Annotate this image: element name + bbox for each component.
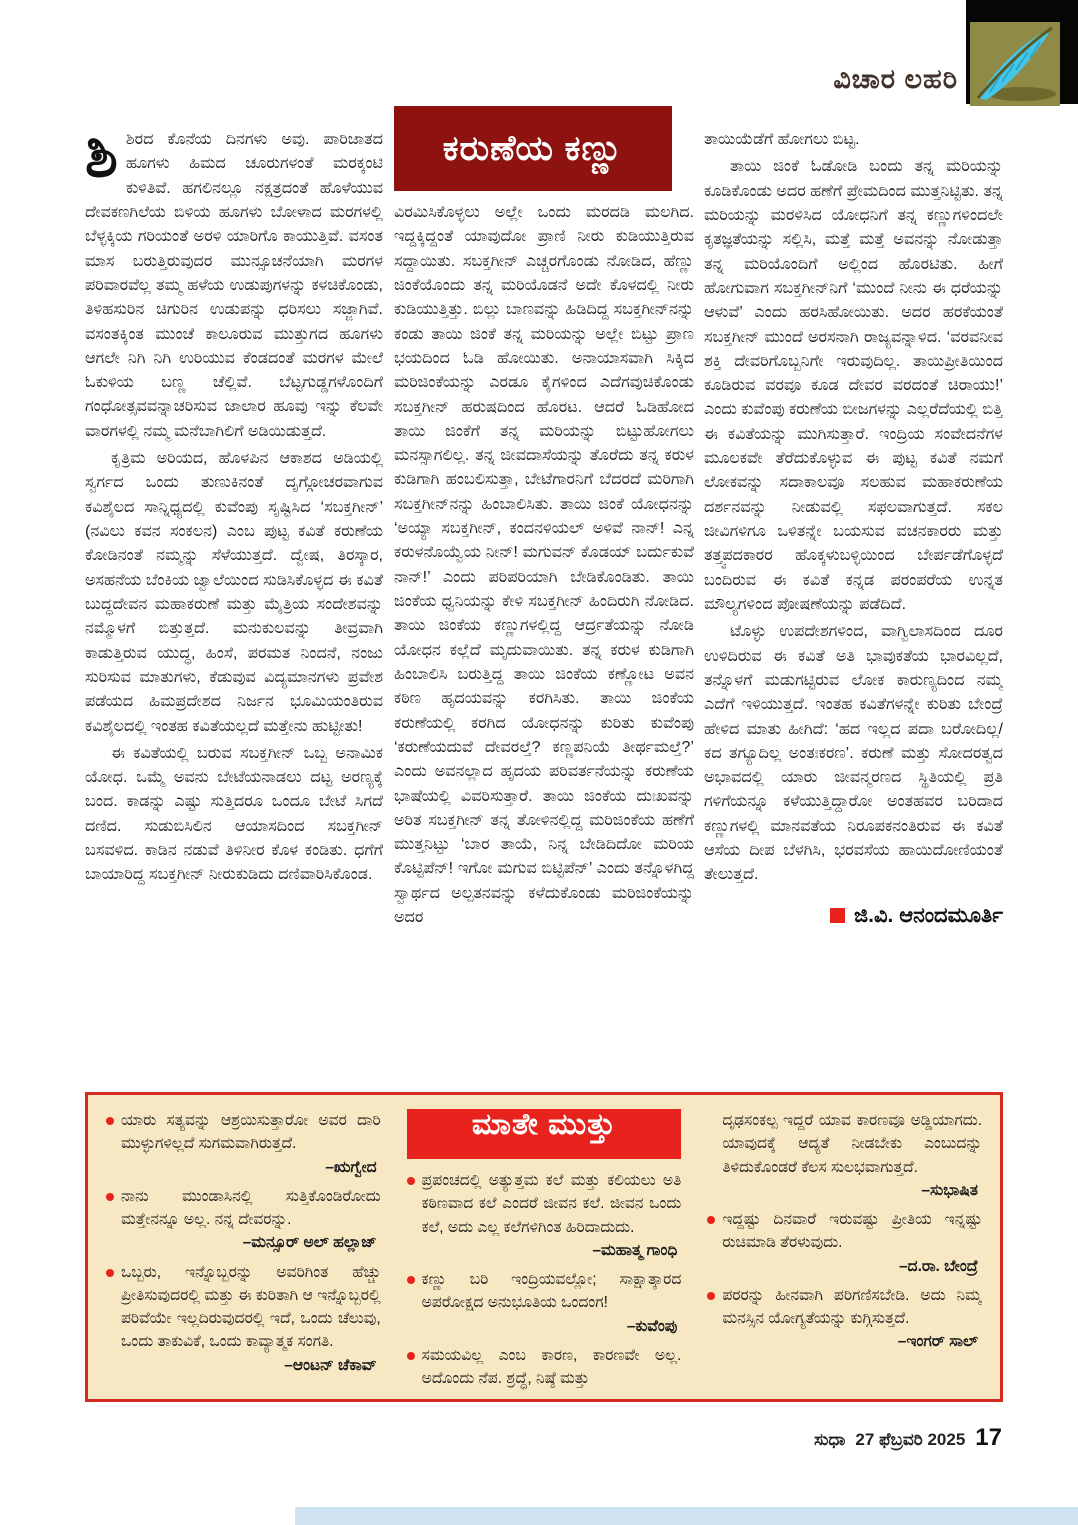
bottom-color-strip — [295, 1507, 1078, 1525]
quote-column-3 — [707, 1109, 982, 1391]
bullet-icon — [106, 1193, 114, 1201]
article-title: ಕರುಣೆಯ ಕಣ್ಣು — [394, 106, 672, 191]
quote-attribution: –ದ.ರಾ. ಬೇಂದ್ರೆ — [898, 1257, 979, 1275]
paragraph: ತಾಯಿ ಜಿಂಕೆ ಓಡೋಡಿ ಬಂದು ತನ್ನ ಮರಿಯನ್ನು ಕೂಡಿಕೊಂಡು ಅದರ ಹಣೆಗೆ ಪ್ರೇಮದಿಂದ ಮುತ್ತನಿಟ್ಟಿತು. ತನ್ನ ಮರಿಯನ್ನು ಮರಳಿಸಿದ ಯೋಧನಿಗೆ ತನ್ನ ಕಣ್ಣುಗಳಿಂದಲೇ ಕೃತಜ್ಞತೆಯನ್ನು ಸಲ್ಲಿಸಿ, ಮತ್ತೆ ಮತ್ತೆ ಅವನನ್ನು ನೋಡುತ್ತಾ ತನ್ನ ಮರಿಯೊಂದಿಗೆ ಅಲ್ಲಿಂದ ಹೊರಟಿತು. ಹೀಗೆ ಹೋಗುವಾಗ ಸಬಕ್ತಗೀನ್‌ನಿಗೆ ‘ಮುಂದೆ ನೀನು ಈ ಧರೆಯನ್ನು ಆಳುವೆ’ ಎಂದು ಹರಸಿಹೋಯಿತು. ಅದರ ಹರಕೆಯಂತೆ ಸಬಕ್ತಗೀನ್ ಮುಂದೆ ಅರಸನಾಗಿ ರಾಜ್ಯವನ್ನಾಳಿದ. ‘ವರವನೀವ ಶಕ್ತಿ ದೇವರಿಗೊಬ್ಬನಿಗೇ ಇರುವುದಿಲ್ಲ. ತಾಯಿಪ್ರೀತಿಯಿಂದ ಕೂಡಿರುವ ವರವೂ ಕೂಡ ದೇವರ ವರದಂತೆ ಚಿರಾಯು!’ ಎಂದು ಕುವೆಂಪು ಕರುಣೆಯ ಬೀಜಗಳನ್ನು ಎಲ್ಲರೆದೆಯಲ್ಲಿ ಬಿತ್ತಿ ಈ ಕವಿತೆಯನ್ನು ಮುಗಿಸುತ್ತಾರೆ. ಇಂದ್ರಿಯ ಸಂವೇದನೆಗಳ ಮೂಲಕವೇ ತೆರೆದುಕೊಳ್ಳುವ ಈ ಪುಟ್ಟ ಕವಿತೆ ನಮಗೆ ಲೋಕವನ್ನು ಸದಾಕಾಲವೂ ಸಲಹುವ ಮಹಾಕರುಣೆಯ ದರ್ಶನವನ್ನು ನೀಡುವಲ್ಲಿ ಸಫಲವಾಗುತ್ತದೆ. ಸಕಲ ಜೀವಿಗಳಿಗೂ ಒಳಿತನ್ನೇ ಬಯಸುವ ವಚನಕಾರರು ಮತ್ತು ತತ್ತ್ವಪದಕಾರರ ಹೊಕ್ಕಳುಬಳ್ಳಿಯಿಂದ ಬೇರ್ಪಡೆಗೊಳ್ಳದೆ ಬಂದಿರುವ ಈ ಕವಿತೆ ಕನ್ನಡ ಪರಂಪರೆಯ ಉನ್ನತ ಮೌಲ್ಯಗಳಿಂದ ಪೋಷಣೆಯನ್ನು ಪಡೆದಿದೆ. — [704, 158, 1003, 613]
bullet-icon — [106, 1117, 114, 1125]
quote-item — [407, 1344, 682, 1391]
quote-item — [707, 1208, 982, 1278]
bullet-icon — [407, 1177, 415, 1185]
paragraph: ಟೊಳ್ಳು ಉಪದೇಶಗಳಿಂದ, ವಾಗ್ವಿಲಾಸದಿಂದ ದೂರ ಉಳಿದಿರುವ ಈ ಕವಿತೆ ಅತಿ ಭಾವುಕತೆಯ ಭಾರವಿಲ್ಲದೆ, ತನ್ನೊಳಗೆ ಮಡುಗಟ್ಟಿರುವ ಲೋಕ ಕಾರುಣ್ಯದಿಂದ ನಮ್ಮ ಎದೆಗೆ ಇಳಿಯುತ್ತದೆ. ಇಂತಹ ಕವಿತೆಗಳನ್ನೇ ಕುರಿತು ಬೇಂದ್ರೆ ಹೇಳಿದ ಮಾತು ಹೀಗಿದೆ: ‘ಹದ ಇಲ್ಲದ ಪದಾ ಬರೋದಿಲ್ಲ/ ಕದ ತಗ್ಯೂದಿಲ್ಲ ಅಂತಃಕರಣ’. ಕರುಣೆ ಮತ್ತು ಸೋದರತ್ವದ ಅಭಾವದಲ್ಲಿ ಯಾರು ಜೀವನ್ಮರಣದ ಸ್ಥಿತಿಯಲ್ಲಿ ಪ್ರತಿ ಗಳಿಗೆಯನ್ನೂ ಕಳೆಯುತ್ತಿದ್ದಾರೋ ಅಂತಹವರ ಬರಿದಾದ ಕಣ್ಣುಗಳಲ್ಲಿ ಮಾನವತೆಯ ನಿರೂಪಕನಂತಿರುವ ಈ ಕವಿತೆ ಆಸೆಯ ದೀಪ ಬೆಳಗಿಸಿ, ಭರವಸೆಯ ಹಾಯಿದೋಣಿಯಂತೆ ತೇಲುತ್ತದೆ. — [704, 623, 1003, 884]
bullet-icon — [407, 1352, 415, 1360]
quote-item — [707, 1284, 982, 1354]
bullet-icon — [106, 1269, 114, 1277]
bullet-icon — [707, 1292, 715, 1300]
quote-item-continuation — [707, 1109, 982, 1202]
page-footer — [814, 1424, 1002, 1452]
quote-text: ಪ್ರಪಂಚದಲ್ಲಿ ಅತ್ಯುತ್ತಮ ಕಲೆ ಮತ್ತು ಕಲಿಯಲು ಅತಿ ಕಠಿಣವಾದ ಕಲೆ ಎಂದರೆ ಜೀವನ ಕಲೆ. ಜೀವನ ಒಂದು ಕಲೆ, ಅದು ಎಲ್ಲ ಕಲೆಗಳಿಗಿಂತ ಹಿರಿದಾದುದು. — [421, 1172, 682, 1236]
article-column-3 — [704, 128, 1003, 1080]
red-square-icon — [830, 908, 845, 923]
quote-attribution: –ಮಹಾತ್ಮ ಗಾಂಧಿ — [592, 1241, 678, 1259]
quote-attribution: –ಕುವೆಂಪು — [626, 1317, 678, 1335]
quote-text: ಪರರನ್ನು ಹೀನವಾಗಿ ಪರಿಗಣಿಸಬೇಡಿ. ಅದು ನಿಮ್ಮ ಮನಸ್ಸಿನ ಯೋಗ್ಯತೆಯನ್ನು ಕುಗ್ಗಿಸುತ್ತದೆ. — [722, 1286, 983, 1327]
drop-cap: ಶಿ — [85, 128, 118, 189]
author-byline — [704, 900, 1003, 932]
bullet-icon — [407, 1276, 415, 1284]
quote-attribution: –ಋಗ್ವೇದ — [325, 1158, 377, 1176]
paragraph: ಕೃತ್ರಿಮ ಅರಿಯದ, ಹೊಳಪಿನ ಆಕಾಶದ ಅಡಿಯಲ್ಲಿ ಸ್ವರ್ಗದ ಒಂದು ತುಣುಕಿನಂತೆ ದೃಗ್ಗೋಚರವಾಗುವ ಕವಿಶೈಲದ ಸಾನ್ನಿಧ್ಯದಲ್ಲಿ ಕುವೆಂಪು ಸೃಷ್ಟಿಸಿದ ‘ಸಬಕ್ತಗೀನ್’ (ನವಿಲು ಕವನ ಸಂಕಲನ) ಎಂಬ ಪುಟ್ಟ ಕವಿತೆ ಕರುಣೆಯ ಕೋಡಿನಂತೆ ನಮ್ಮನ್ನು ಸೆಳೆಯುತ್ತದೆ. ದ್ವೇಷ, ತಿರಸ್ಕಾರ, ಅಸಹನೆಯ ಬೆಂಕಿಯ ಜ್ವಾಲೆಯಿಂದ ಸುಡಿಸಿಕೊಳ್ಳದ ಈ ಕವಿತೆ ಬುದ್ಧದೇವನ ಮಹಾಕರುಣೆ ಮತ್ತು ಮೈತ್ರಿಯ ಸಂದೇಶವನ್ನು ನಮ್ಮೊಳಗೆ ಬಿತ್ತುತ್ತದೆ. ಮನುಕುಲವನ್ನು ತೀವ್ರವಾಗಿ ಕಾಡುತ್ತಿರುವ ಯುದ್ಧ, ಹಿಂಸೆ, ಪರಮತ ನಿಂದನೆ, ನಂಜು ಸುರಿಸುವ ಮಾತುಗಳು, ಕೆಡುವುವ ವಿದ್ಯಮಾನಗಳು ಪ್ರವೇಶ ಪಡೆಯದ ಹಿಮಪ್ರದೇಶದ ನಿರ್ಜನ ಭೂಮಿಯಂತಿರುವ ಕವಿಶೈಲದಲ್ಲಿ ಇಂತಹ ಕವಿತೆಯಲ್ಲದೆ ಮತ್ತೇನು ಹುಟ್ಟೀತು! — [85, 450, 383, 735]
paragraph: ವಿರಮಿಸಿಕೊಳ್ಳಲು ಅಲ್ಲೇ ಒಂದು ಮರದಡಿ ಮಲಗಿದ. ಇದ್ದಕ್ಕಿದ್ದಂತೆ ಯಾವುದೋ ಪ್ರಾಣಿ ನೀರು ಕುಡಿಯುತ್ತಿರುವ ಸದ್ದಾಯಿತು. ಸಬಕ್ತಗೀನ್ ಎಚ್ಚರಗೊಂಡು ನೋಡಿದ, ಹೆಣ್ಣು ಜಿಂಕೆಯೊಂದು ತನ್ನ ಮರಿಯೊಡನೆ ಅದೇ ಕೊಳದಲ್ಲಿ ನೀರು ಕುಡಿಯುತ್ತಿತ್ತು. ಬಿಲ್ಲು ಬಾಣವನ್ನು ಹಿಡಿದಿದ್ದ ಸಬಕ್ತಗೀನ್‌ನನ್ನು ಕಂಡು ತಾಯಿ ಜಿಂಕೆ ತನ್ನ ಮರಿಯನ್ನು ಅಲ್ಲೇ ಬಿಟ್ಟು ಪ್ರಾಣ ಭಯದಿಂದ ಓಡಿ ಹೋಯಿತು. ಅನಾಯಾಸವಾಗಿ ಸಿಕ್ಕಿದ ಮರಿಜಿಂಕೆಯನ್ನು ಎರಡೂ ಕೈಗಳಿಂದ ಎದೆಗವುಚಿಕೊಂಡು ಸಬಕ್ತಗೀನ್ ಹರುಷದಿಂದ ಹೊರಟ. ಆದರೆ ಓಡಿಹೋದ ತಾಯಿ ಜಿಂಕೆಗೆ ತನ್ನ ಮರಿಯನ್ನು ಬಿಟ್ಟುಹೋಗಲು ಮನಸ್ಸಾಗಲಿಲ್ಲ. ತನ್ನ ಜೀವದಾಸೆಯನ್ನು ತೊರೆದು ತನ್ನ ಕರುಳ ಕುಡಿಗಾಗಿ ಹಂಬಲಿಸುತ್ತಾ, ಬೇಟೆಗಾರನಿಗೆ ಬೆದರದೆ ಮರಿಗಾಗಿ ಸಬಕ್ತಗೀನ್‌ನನ್ನು ಹಿಂಬಾಲಿಸಿತು. ತಾಯಿ ಜಿಂಕೆ ಯೋಧನನ್ನು ‘ಅಯ್ಯಾ ಸಬಕ್ತಗೀನ್, ಕಂದನಳಿಯಲ್ ಅಳಿವೆ ನಾನ್! ಎನ್ನ ಕರುಳನೊಯ್ವೆಯ ನೀನ್! ಮಗುವನ್ ಕೊಡಯ್ ಬರ್ದುಕುವೆ ನಾನ್!’ ಎಂದು ಪರಿಪರಿಯಾಗಿ ಬೇಡಿಕೊಂಡಿತು. ತಾಯಿ ಜಿಂಕೆಯ ಧ್ವನಿಯನ್ನು ಕೇಳಿ ಸಬಕ್ತಗೀನ್ ಹಿಂದಿರುಗಿ ನೋಡಿದ. ತಾಯಿ ಜಿಂಕೆಯ ಕಣ್ಣುಗಳಲ್ಲಿದ್ದ ಆರ್ದ್ರತೆಯನ್ನು ನೋಡಿ ಯೋಧನ ಕಲ್ಲೆದೆ ಮೃದುವಾಯಿತು. ತನ್ನ ಕರುಳ ಕುಡಿಗಾಗಿ ಹಿಂಬಾಲಿಸಿ ಬರುತ್ತಿದ್ದ ತಾಯಿ ಜಿಂಕೆಯ ಕಣ್ಣೋಟ ಅವನ ಕಠಿಣ ಹೃದಯವನ್ನು ಕರಗಿಸಿತು. ತಾಯಿ ಜಿಂಕೆಯ ಕರುಣೆಯಲ್ಲಿ ಕರಗಿದ ಯೋಧನನ್ನು ಕುರಿತು ಕುವೆಂಪು ‘ಕರುಣೆಯದುವೆ ದೇವರಲ್ತೆ? ಕಣ್ಣಪನಿಯೆ ತೀರ್ಥಮಲ್ತೆ?’ ಎಂದು ಅವನಲ್ಲಾದ ಹೃದಯ ಪರಿವರ್ತನೆಯನ್ನು ಕರುಣೆಯ ಭಾಷೆಯಲ್ಲಿ ವಿವರಿಸುತ್ತಾರೆ. ತಾಯಿ ಜಿಂಕೆಯ ದುಃಖವನ್ನು ಅರಿತ ಸಬಕ್ತಗೀನ್ ತನ್ನ ತೋಳಿನಲ್ಲಿದ್ದ ಮರಿಜಿಂಕೆಯ ಹಣೆಗೆ ಮುತ್ತನಿಟ್ಟು ‘ಬಾರ ತಾಯೆ, ನಿನ್ನ ಬೇಡಿದಿದೋ ಮರಿಯ ಕೊಟ್ಟಿಪೆನ್! ಇಗೋ ಮಗುವ ಬಿಟ್ಟಿಪೆನ್’ ಎಂದು ತನ್ನೊಳಗಿದ್ದ ಸ್ವಾರ್ಥದ ಅಲ್ಪತನವನ್ನು ಕಳೆದುಕೊಂಡು ಮರಿಜಿಂಕೆಯನ್ನು ಅದರ — [394, 204, 694, 927]
quote-item — [407, 1169, 682, 1262]
quote-text: ಕಣ್ಣು ಬರಿ ಇಂದ್ರಿಯವಲ್ಲೋ; ಸಾಕ್ಷಾತ್ಕಾರದ ಅಪರೋಕ್ಷದ ಅನುಭೂತಿಯ ಒಂದಂಗ! — [421, 1271, 682, 1312]
section-logo — [966, 0, 1078, 104]
quote-attribution: –ಸುಭಾಷಿತ — [921, 1181, 979, 1199]
quote-attribution: –ಮನ್ಸೂರ್ ಅಲ್ ಹಲ್ಲಾಜ್ — [242, 1234, 377, 1252]
article-column-1 — [85, 128, 383, 1080]
bullet-icon — [707, 1216, 715, 1224]
page-number: 17 — [975, 1424, 1002, 1451]
quote-box — [85, 1092, 1003, 1402]
paragraph-text: ಶಿರದ ಕೊನೆಯ ದಿನಗಳು ಅವು. ಪಾರಿಜಾತದ ಹೂಗಳು ಹಿಮದ ಚೂರುಗಳಂತೆ ಮರಕ್ಕಂಟಿ ಕುಳಿತಿವೆ. ಹಗಲಿನಲ್ಲೂ ನಕ್ಷತ್ರದಂತೆ ಹೊಳೆಯುವ ದೇವಕಣಗಿಲೆಯ ಬಿಳಿಯ ಹೂಗಳು ಬೋಳಾದ ಮರಗಳಲ್ಲಿ ಬೆಳ್ಳಕ್ಕಿಯ ಗರಿಯಂತೆ ಅರಳಿ ಯಾರಿಗೊ ಕಾಯುತ್ತಿವೆ. ವಸಂತ ಮಾಸ ಬರುತ್ತಿರುವುದರ ಮುನ್ಸೂಚನೆಯಾಗಿ ಮರಗಳ ಪರಿವಾರವೆಲ್ಲ ತಮ್ಮ ಹಳೆಯ ಉಡುಪುಗಳನ್ನು ಕಳಚಿಕೊಂಡು, ತಿಳಿಹಸುರಿನ ಚಿಗುರಿನ ಉಡುಪನ್ನು ಧರಿಸಲು ಸಜ್ಜಾಗಿವೆ. ವಸಂತಕ್ಕಿಂತ ಮುಂಚೆ ಕಾಲೂರುವ ಮುತ್ತುಗದ ಹೂಗಳು ಆಗಲೇ ನಿಗಿ ನಿಗಿ ಉರಿಯುವ ಕೆಂಡದಂತೆ ಮರಗಳ ಮೇಲೆ ಓಕುಳಿಯ ಬಣ್ಣ ಚೆಲ್ಲಿವೆ. ಬೆಟ್ಟಗುಡ್ಡಗಳೊಂದಿಗೆ ಗಂಧೋತ್ಸವವನ್ನಾಚರಿಸುವ ಜಾಲಾರ ಹೂವು ಇನ್ನು ಕೆಲವೇ ವಾರಗಳಲ್ಲಿ ನಮ್ಮ ಮನೆಬಾಗಿಲಿಗೆ ಅಡಿಯಿಡುತ್ತದೆ. — [85, 131, 383, 440]
quote-text: ನಾನು ಮುಂಡಾಸಿನಲ್ಲಿ ಸುತ್ತಿಕೊಂಡಿರೋದು ಮತ್ತೇನನ್ನೂ ಅಲ್ಲ. ನನ್ನ ದೇವರನ್ನು. — [121, 1187, 381, 1228]
quote-text: ಒಬ್ಬರು, ಇನ್ನೊಬ್ಬರನ್ನು ಅವರಿಗಿಂತ ಹೆಚ್ಚು ಪ್ರೀತಿಸುವುದರಲ್ಲಿ ಮತ್ತು ಈ ಕುರಿತಾಗಿ ಆ ಇನ್ನೊಬ್ಬರಲ್ಲಿ ಪರಿವೆಯೇ ಇಲ್ಲದಿರುವುದರಲ್ಲಿ ಇದೆ, ಒಂದು ಚೆಲುವು, ಒಂದು ತಾಕುವಿಕೆ, ಒಂದು ಕಾವ್ಯಾತ್ಮಕ ಸಂಗತಿ. — [121, 1263, 381, 1351]
author-name: ಜಿ.ವಿ. ಆನಂದಮೂರ್ತಿ — [854, 903, 1003, 927]
article-column-2 — [394, 201, 694, 1080]
section-label: ವಿಚಾರ ಲಹರಿ — [833, 64, 958, 94]
paragraph — [85, 128, 383, 444]
quote-text: ಇದ್ದಷ್ಟು ದಿನವಾರೆ ಇರುವಷ್ಟು ಪ್ರೀತಿಯ ಇನ್ನಷ್ಟು ರುಚಿಮಾಡಿ ತೆರಳುವುದು. — [722, 1211, 983, 1252]
quote-item — [407, 1268, 682, 1338]
quote-text: ದೃಢಸಂಕಲ್ಪ ಇದ್ದರೆ ಯಾವ ಕಾರಣವೂ ಅಡ್ಡಿಯಾಗದು. ಯಾವುದಕ್ಕೆ ಆದ್ಯತೆ ನೀಡಬೇಕು ಎಂಬುದನ್ನು ತಿಳಿದುಕೊಂಡರೆ ಕೆಲಸ ಸುಲಭವಾಗುತ್ತದೆ. — [722, 1112, 983, 1176]
quill-feather-icon — [970, 22, 1060, 106]
quote-text: ಸಮಯವಿಲ್ಲ ಎಂಬ ಕಾರಣ, ಕಾರಣವೇ ಅಲ್ಲ. ಅದೊಂದು ನೆಪ. ಶ್ರದ್ಧೆ, ನಿಷ್ಠೆ ಮತ್ತು — [421, 1346, 682, 1387]
quote-column-1 — [106, 1109, 381, 1391]
issue-date: 27 ಫೆಬ್ರವರಿ 2025 — [855, 1430, 966, 1449]
quote-attribution: –ಇಂಗರ್ ಸಾಲ್ — [897, 1333, 979, 1351]
quote-item — [106, 1185, 381, 1255]
magazine-name: ಸುಧಾ — [813, 1430, 846, 1449]
paragraph: ತಾಯಿಯೆಡೆಗೆ ಹೋಗಲು ಬಿಟ್ಟ. — [704, 131, 860, 148]
quote-column-2 — [407, 1109, 682, 1391]
quote-item — [106, 1109, 381, 1179]
quote-item — [106, 1261, 381, 1377]
quote-attribution: –ಆಂಟನ್ ಚೆಕಾವ್ — [284, 1356, 377, 1374]
quote-text: ಯಾರು ಸತ್ಯವನ್ನು ಆಶ್ರಯಿಸುತ್ತಾರೋ ಅವರ ದಾರಿ ಮುಳ್ಳುಗಳಿಲ್ಲದೆ ಸುಗಮವಾಗಿರುತ್ತದೆ. — [121, 1112, 381, 1153]
quote-box-title: ಮಾತೇ ಮುತ್ತು — [407, 1109, 682, 1159]
paragraph: ಈ ಕವಿತೆಯಲ್ಲಿ ಬರುವ ಸಬಕ್ತಗೀನ್ ಒಬ್ಬ ಅನಾಮಿಕ ಯೋಧ. ಒಮ್ಮೆ ಅವನು ಬೇಟೆಯನಾಡಲು ದಟ್ಟ ಅರಣ್ಯಕ್ಕೆ ಬಂದ. ಕಾಡನ್ನು ಎಷ್ಟು ಸುತ್ತಿದರೂ ಒಂದೂ ಬೇಟೆ ಸಿಗದೆ ದಣಿದ. ಸುಡುಬಿಸಿಲಿನ ಆಯಾಸದಿಂದ ಸಬಕ್ತಗೀನ್ ಬಸವಳಿದ. ಕಾಡಿನ ನಡುವೆ ತಿಳಿನೀರ ಕೊಳ ಕಂಡಿತು. ಧಗೆಗೆ ಬಾಯಾರಿದ್ದ ಸಬಕ್ತಗೀನ್ ನೀರುಕುಡಿದು ದಣಿವಾರಿಸಿಕೊಂಡ. — [85, 744, 383, 884]
